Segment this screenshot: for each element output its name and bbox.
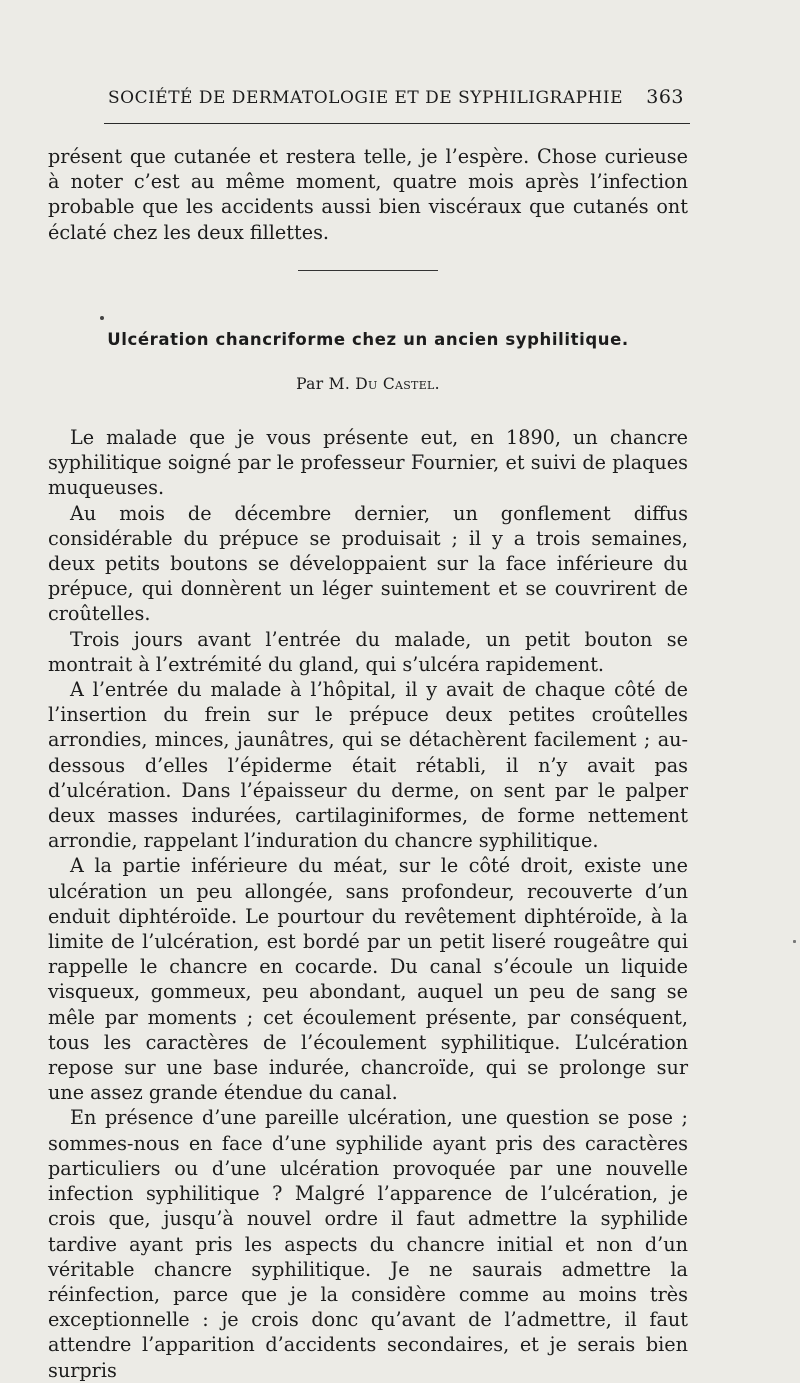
running-header bbox=[104, 88, 684, 114]
article-title: Ulcération chancriforme chez un ancien syphilitique. bbox=[107, 330, 629, 349]
paragraph: A la partie inférieure du méat, sur le côté droit, existe une ulcération un peu allongée, sans profondeur, recouverte d’un enduit diphtéroïde. Le pourtour du revêtement diphtéroïde, à la limite de l’ulcération, est bordé par un petit liseré rougeâtre qui rappelle le chancre en cocarde. Du canal s’écoule un liquide visqueux, gommeux, peu abondant, auquel un peu de sang se mêle par moments ; cet écoulement présente, par conséquent, tous les caractères de l’écoulement syphilitique. L’ulcération repose sur une base indurée, chancroïde, qui se prolonge sur une assez grande étendue du canal. bbox=[48, 854, 688, 1105]
author-name: Du Castel. bbox=[355, 375, 440, 393]
section-separator bbox=[298, 270, 438, 271]
paragraph: En présence d’une pareille ulcération, une question se pose ; sommes-nous en face d’une syphilide ayant pris des caractères particuliers ou d’une ulcération provoquée par une nouvelle infection syphilitique ? Malgré l’apparence de l’ulcération, je crois que, jusqu’à nouvel ordre il faut admettre la syphilide tardive ayant pris les aspects du chancre initial et non d’un véritable chancre syphilitique. Je ne saurais admettre la réinfection, parce que je la considère comme au moins très exceptionnelle : je crois donc qu’avant de l’admettre, il faut attendre l’apparition d’accidents secondaires, et je serais bien surpris bbox=[48, 1106, 688, 1382]
paragraph: A l’entrée du malade à l’hôpital, il y avait de chaque côté de l’insertion du frein sur le prépuce deux petites croûtelles arrondies, minces, jaunâtres, qui se détachèrent facilement ; au-dessous d’elles l’épiderme était rétabli, il n’y avait pas d’ulcération. Dans l’épaisseur du derme, on sent par le palper deux masses indurées, cartilaginiformes, de forme nettement arrondie, rappelant l’induration du chancre syphilitique. bbox=[48, 678, 688, 853]
running-title: SOCIÉTÉ DE DERMATOLOGIE ET DE SYPHILIGRAPHIE bbox=[108, 88, 624, 108]
author-prefix: Par M. bbox=[296, 375, 351, 393]
header-rule bbox=[104, 123, 690, 124]
paragraph: Trois jours avant l’entrée du malade, un petit bouton se montrait à l’extrémité du gland, qui s’ulcéra rapidement. bbox=[48, 627, 688, 676]
intro-text bbox=[48, 144, 688, 245]
intro-paragraph: présent que cutanée et restera telle, je l’espère. Chose curieuse à noter c’est au même moment, quatre mois après l’infection probable que les accidents aussi bien viscéraux que cutanés ont éclaté chez les deux fillettes. bbox=[48, 145, 688, 244]
paragraph: Le malade que je vous présente eut, en 1890, un chancre syphilitique soigné par le professeur Fournier, et suivi de plaques muqueuses. bbox=[48, 426, 688, 500]
paragraph: Au mois de décembre dernier, un gonflement diffus considérable du prépuce se produisait ; il y a trois semaines, deux petits boutons se développaient sur la face inférieure du prépuce, qui donnèrent un léger suintement et se couvrirent de croûtelles. bbox=[48, 501, 688, 626]
page-number: 363 bbox=[646, 86, 684, 108]
article-body bbox=[48, 425, 688, 1383]
margin-mark bbox=[793, 940, 796, 943]
article-author bbox=[48, 375, 688, 393]
ink-dot bbox=[100, 316, 104, 320]
